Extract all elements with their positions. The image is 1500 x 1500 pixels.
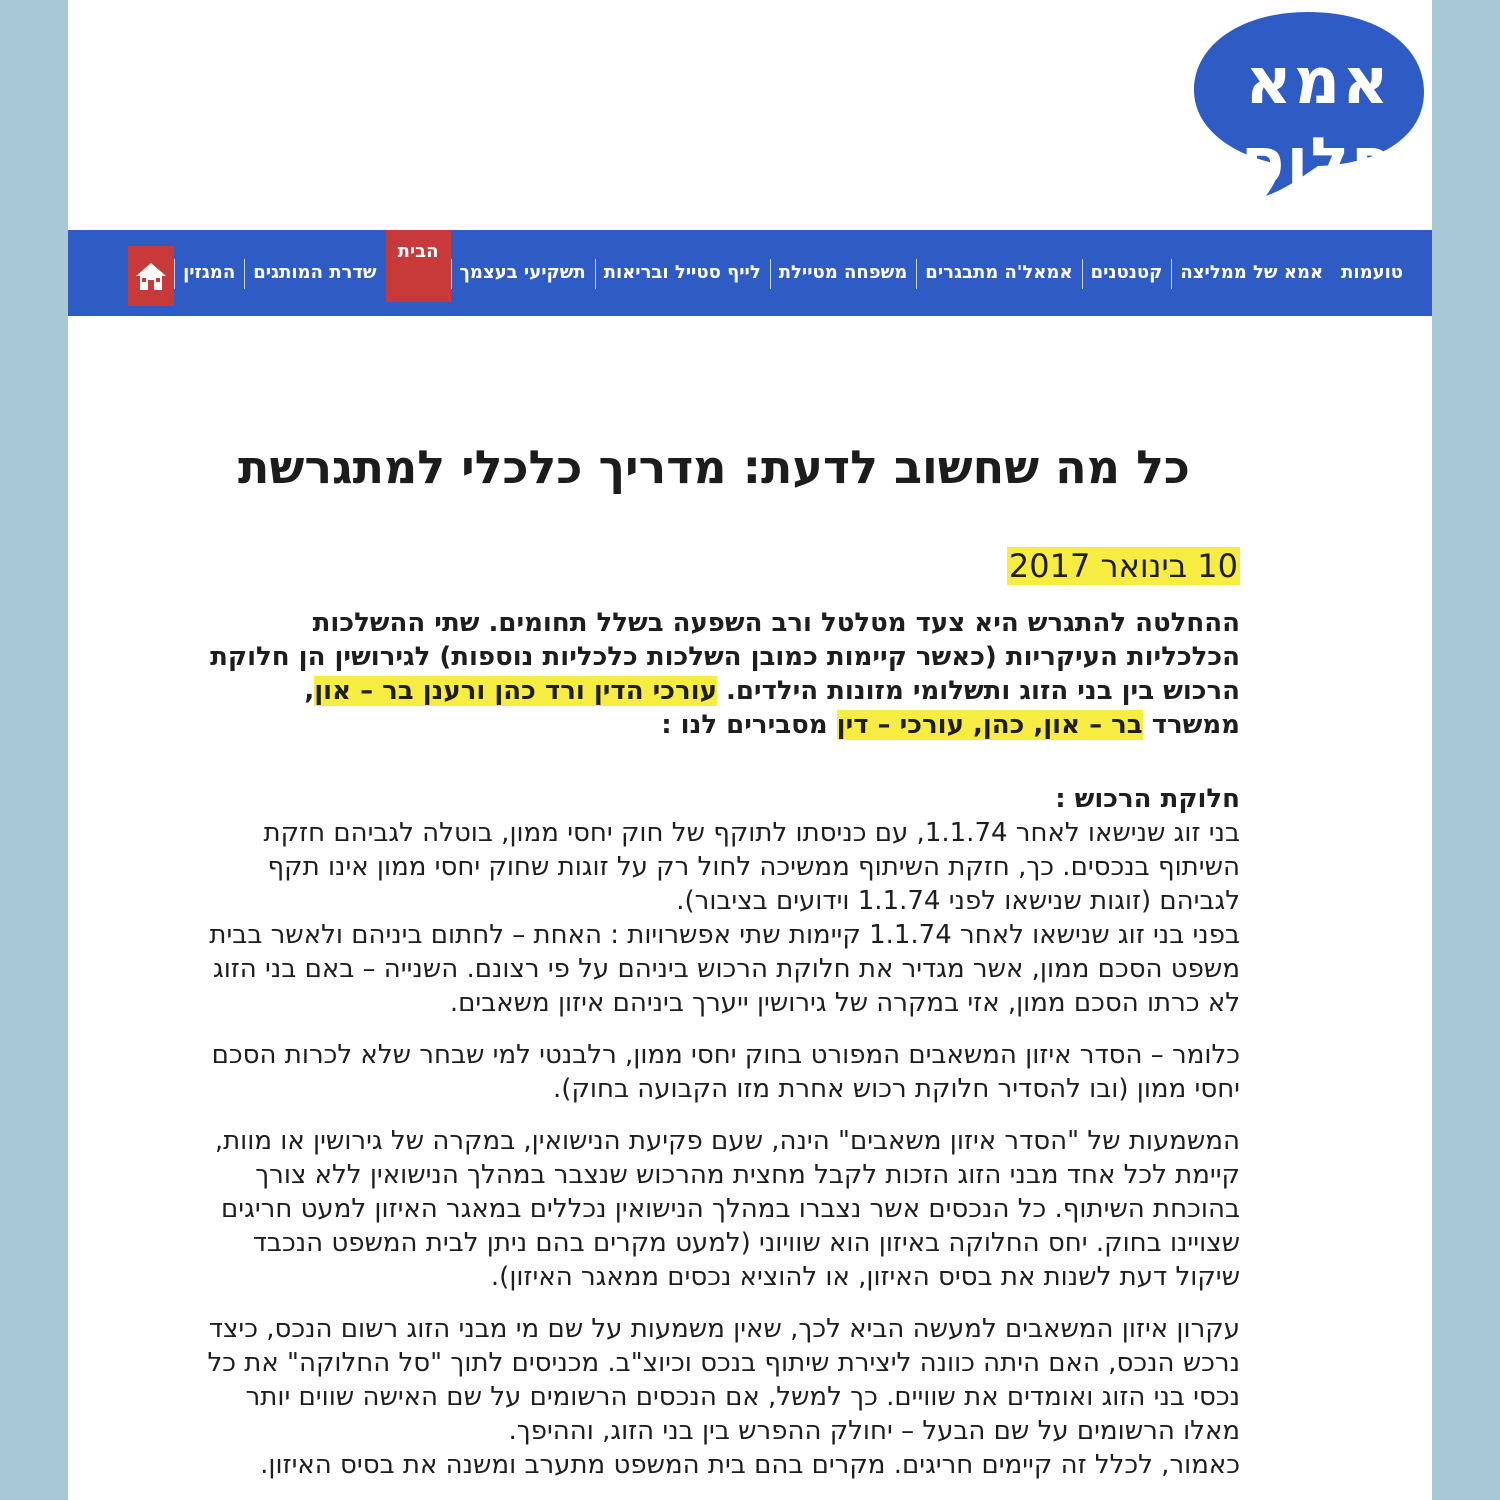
paragraph-4: המשמעות של "הסדר איזון משאבים" הינה, שעם פקיעת הנישואין, במקרה של גירושין או מוות, קיימת לכל אחד מבני הזוג הזכות לקבל מחצית מהרכוש שנצבר במהלך הנישואין ללא צורך בהוכחת השיתוף. כל הנכסים אשר נצברו במהלך הנישואין נכללים במאגר האיזון למעט חריגים שצויינו בחוק. יחס החלוקה באיזון הוא שוויוני (למעט מקרים בהם ניתן לבית המשפט הנכבד שיקול דעת לשנות את בסיס האיזון, או להוציא נכסים ממאגר האיזון). bbox=[214, 1126, 1240, 1292]
paragraph-2: בפני בני זוג שנישאו לאחר 1.1.74 קיימות שתי אפשרויות : האחת – לחתום ביניהם ולאשר בבית משפט הסכם ממון, אשר מגדיר את חלוקת הרכוש ביניהם על פי רצונם. השנייה – באם בני הזוג לא כרתו הסכם ממון, אזי במקרה של גירושין ייערך ביניהם איזון משאבים. bbox=[209, 920, 1240, 1018]
intro-text-3: מסבירים לנו : bbox=[661, 710, 837, 740]
nav-item-home[interactable] bbox=[386, 230, 451, 302]
logo-text: אמא פלוס bbox=[1240, 45, 1396, 199]
intro-text-2: , ממשרד bbox=[304, 676, 1240, 740]
article-title: כל מה שחשוב לדעת: מדריך כלכלי למתגרשת bbox=[238, 440, 1190, 494]
article-date bbox=[188, 544, 1240, 588]
section-heading: חלוקת הרכוש : bbox=[1055, 784, 1240, 814]
paragraph-5: עקרון איזון המשאבים למעשה הביא לכך, שאין משמעות על שם מי מבני הזוג רשום הנכס, כיצד נרכש הנכס, האם היתה כוונה ליצירת שיתוף בנכס וכיוצ"ב. מכניסים לתוך "סל החלוקה" את כל נכסי בני הזוג ואומדים את שוויים. כך למשל, אם הנכסים הרשומים על שם האישה שווים יותר מאלו הרשומים על שם הבעל – יחולק ההפרש בין בני הזוג, וההיפך. bbox=[207, 1314, 1240, 1446]
intro-text-1: ההחלטה להתגרש היא צעד מטלטל ורב השפעה בשלל תחומים. שתי ההשלכות הכלכליות העיקריות (כאשר קיימות כמובן השלכות כלכליות נוספות) לגירושין הן חלוקת הרכוש בין בני הזוג ותשלומי מזונות הילדים. bbox=[210, 608, 1240, 706]
article-intro bbox=[188, 606, 1240, 742]
page bbox=[68, 0, 1432, 1500]
main-nav bbox=[68, 230, 1432, 316]
nav-item-home-label: הבית bbox=[397, 241, 439, 262]
nav-item-teens[interactable]: אמאל'ה מתבגרים bbox=[916, 247, 1081, 299]
paragraph-1: בני זוג שנישאו לאחר 1.1.74, עם כניסתו לתוקף של חוק יחסי ממון, בוטלה לגביהם חזקת השיתוף בנכסים. כך, חזקת השיתוף ממשיכה לחול רק על זוגות שחוק יחסי ממון אינו תקף לגביהם (זוגות שנישאו לפני 1.1.74 וידועים בציבור). bbox=[263, 818, 1240, 916]
nav-item-magazine[interactable]: המגזין bbox=[174, 247, 244, 299]
article-date-text: 10 בינואר 2017 bbox=[1008, 547, 1238, 585]
nav-item-tasting[interactable]: טועמות bbox=[1341, 262, 1403, 283]
nav-item-kids[interactable]: קטנטנים bbox=[1082, 247, 1172, 299]
home-button[interactable] bbox=[128, 246, 174, 306]
intro-highlight-lawyers: עורכי הדין ורד כהן ורענן בר – און bbox=[314, 676, 717, 706]
nav-item-travel[interactable]: משפחה מטיילת bbox=[770, 247, 917, 299]
paragraph-3: כלומר – הסדר איזון המשאבים המפורט בחוק יחסי ממון, רלבנטי למי שבחר שלא לכרות הסכם יחסי ממון (ובו להסדיר חלוקת רכוש אחרת מזו הקבועה בחוק). bbox=[211, 1040, 1240, 1104]
intro-highlight-firm: בר – און, כהן, עורכי – דין bbox=[836, 710, 1143, 740]
nav-item-brands[interactable]: שדרת המותגים bbox=[244, 247, 385, 299]
house-icon bbox=[134, 260, 168, 292]
paragraph-6: כאמור, לכלל זה קיימים חריגים. מקרים בהם בית המשפט מתערב ומשנה את בסיס האיזון. bbox=[260, 1450, 1240, 1480]
nav-item-lifestyle[interactable]: לייף סטייל ובריאות bbox=[595, 247, 770, 299]
nav-item-invest[interactable]: תשקיעי בעצמך bbox=[451, 247, 595, 299]
nav-item-recommends[interactable]: אמא של ממליצה bbox=[1171, 247, 1332, 299]
article bbox=[188, 430, 1240, 1482]
